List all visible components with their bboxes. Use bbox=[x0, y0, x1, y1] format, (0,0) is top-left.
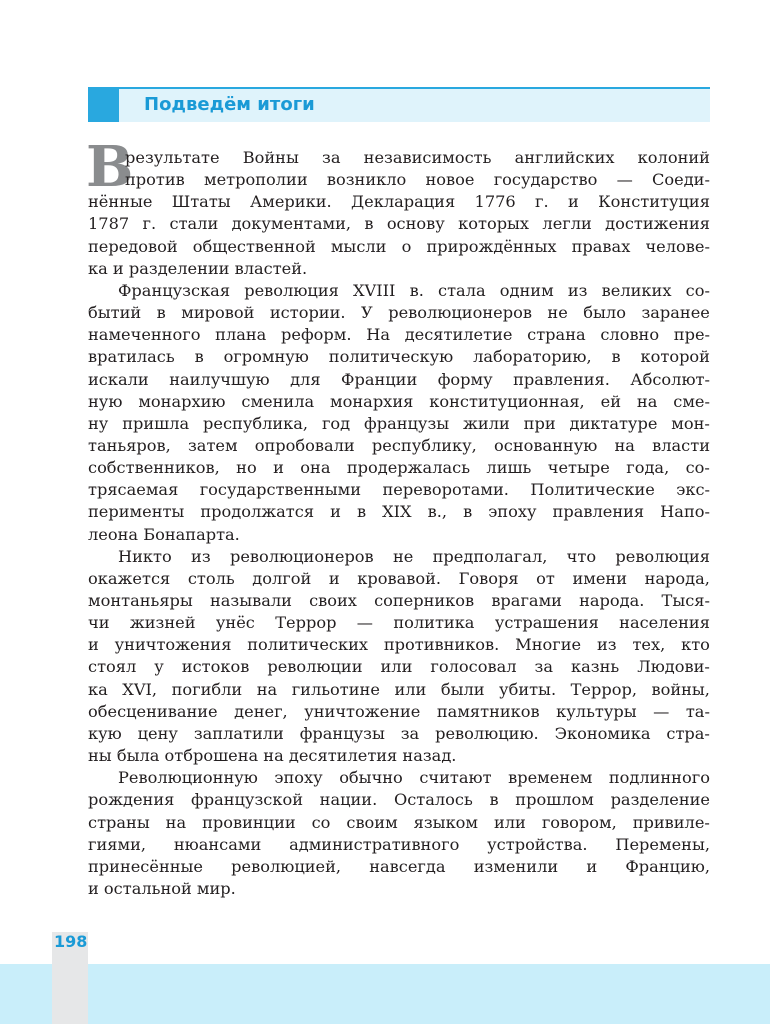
drop-cap: В bbox=[86, 134, 134, 200]
text-line: страны на провинции со своим языком или говором, привиле- bbox=[88, 812, 710, 832]
text-line: Революционную эпоху обычно считают временем подлинного bbox=[118, 768, 710, 788]
text-line: обесценивание денег, уничтожение памятников культуры — та- bbox=[88, 701, 710, 721]
text-line: 1787 г. стали документами, в основу которых легли достижения bbox=[88, 214, 710, 234]
text-line: передовой общественной мысли о прирождённых правах челове- bbox=[88, 236, 710, 256]
text-line: ную монархию сменила монархия конституционная, ей на сме- bbox=[88, 391, 710, 411]
text-line: ну пришла республика, год французы жили при диктатуре мон- bbox=[88, 413, 710, 433]
text-line: и уничтожения политических противников. Многие из тех, кто bbox=[88, 635, 710, 655]
page-number: 198 bbox=[54, 932, 88, 951]
section-title: Подведём итоги bbox=[144, 94, 315, 115]
section-header bbox=[88, 87, 710, 122]
text-line: трясаемая государственными переворотами. Политические экс- bbox=[88, 480, 710, 500]
text-line: ны была отброшена на десятилетия назад. bbox=[88, 746, 457, 766]
text-line: намеченного плана реформ. На десятилетие страна словно пре- bbox=[88, 325, 710, 345]
header-accent-block bbox=[88, 89, 119, 122]
text-line: ка и разделении властей. bbox=[88, 258, 308, 278]
text-line: вратилась в огромную политическую лабораторию, в которой bbox=[88, 347, 710, 367]
text-line: кую цену заплатили французы за революцию. Экономика стра- bbox=[88, 723, 710, 743]
text-line: монтаньяры называли своих соперников врагами народа. Тыся- bbox=[88, 591, 710, 610]
text-line: результате Войны за независимость английских колоний bbox=[125, 148, 710, 167]
text-line: бытий в мировой истории. У революционеров не было заранее bbox=[88, 303, 710, 323]
text-line: против метрополии возникло новое государство — Соеди- bbox=[125, 170, 710, 190]
text-line: собственников, но и она продержалась лишь четыре года, со- bbox=[88, 458, 710, 478]
text-line: ка XVI, погибли на гильотине или были убиты. Террор, войны, bbox=[88, 679, 710, 699]
text-line: стоял у истоков революции или голосовал за казнь Людови- bbox=[88, 657, 710, 677]
text-line: принесённые революцией, навсегда изменили и Францию, bbox=[88, 856, 710, 876]
text-line: гиями, нюансами административного устройства. Перемены, bbox=[88, 834, 710, 854]
text-line: рождения французской нации. Осталось в прошлом разделение bbox=[88, 790, 710, 810]
text-line: нённые Штаты Америки. Декларация 1776 г. и Конституция bbox=[88, 192, 710, 212]
text-line: чи жизней унёс Террор — политика устрашения населения bbox=[88, 613, 710, 633]
text-line: и остальной мир. bbox=[88, 878, 236, 898]
text-line: Французская революция XVIII в. стала одним из великих со- bbox=[118, 280, 710, 300]
page-footer-band bbox=[0, 964, 770, 1024]
text-line: искали наилучшую для Франции форму правления. Абсолют- bbox=[88, 369, 710, 389]
text-line: Никто из революционеров не предполагал, что революция bbox=[118, 546, 710, 566]
text-line: перименты продолжатся и в XIX в., в эпоху правления Напо- bbox=[88, 502, 710, 522]
text-line: окажется столь долгой и кровавой. Говоря от имени народа, bbox=[88, 568, 710, 588]
text-line: таньяров, затем опробовали республику, основанную на власти bbox=[88, 435, 710, 455]
text-line: леона Бонапарта. bbox=[88, 524, 240, 544]
